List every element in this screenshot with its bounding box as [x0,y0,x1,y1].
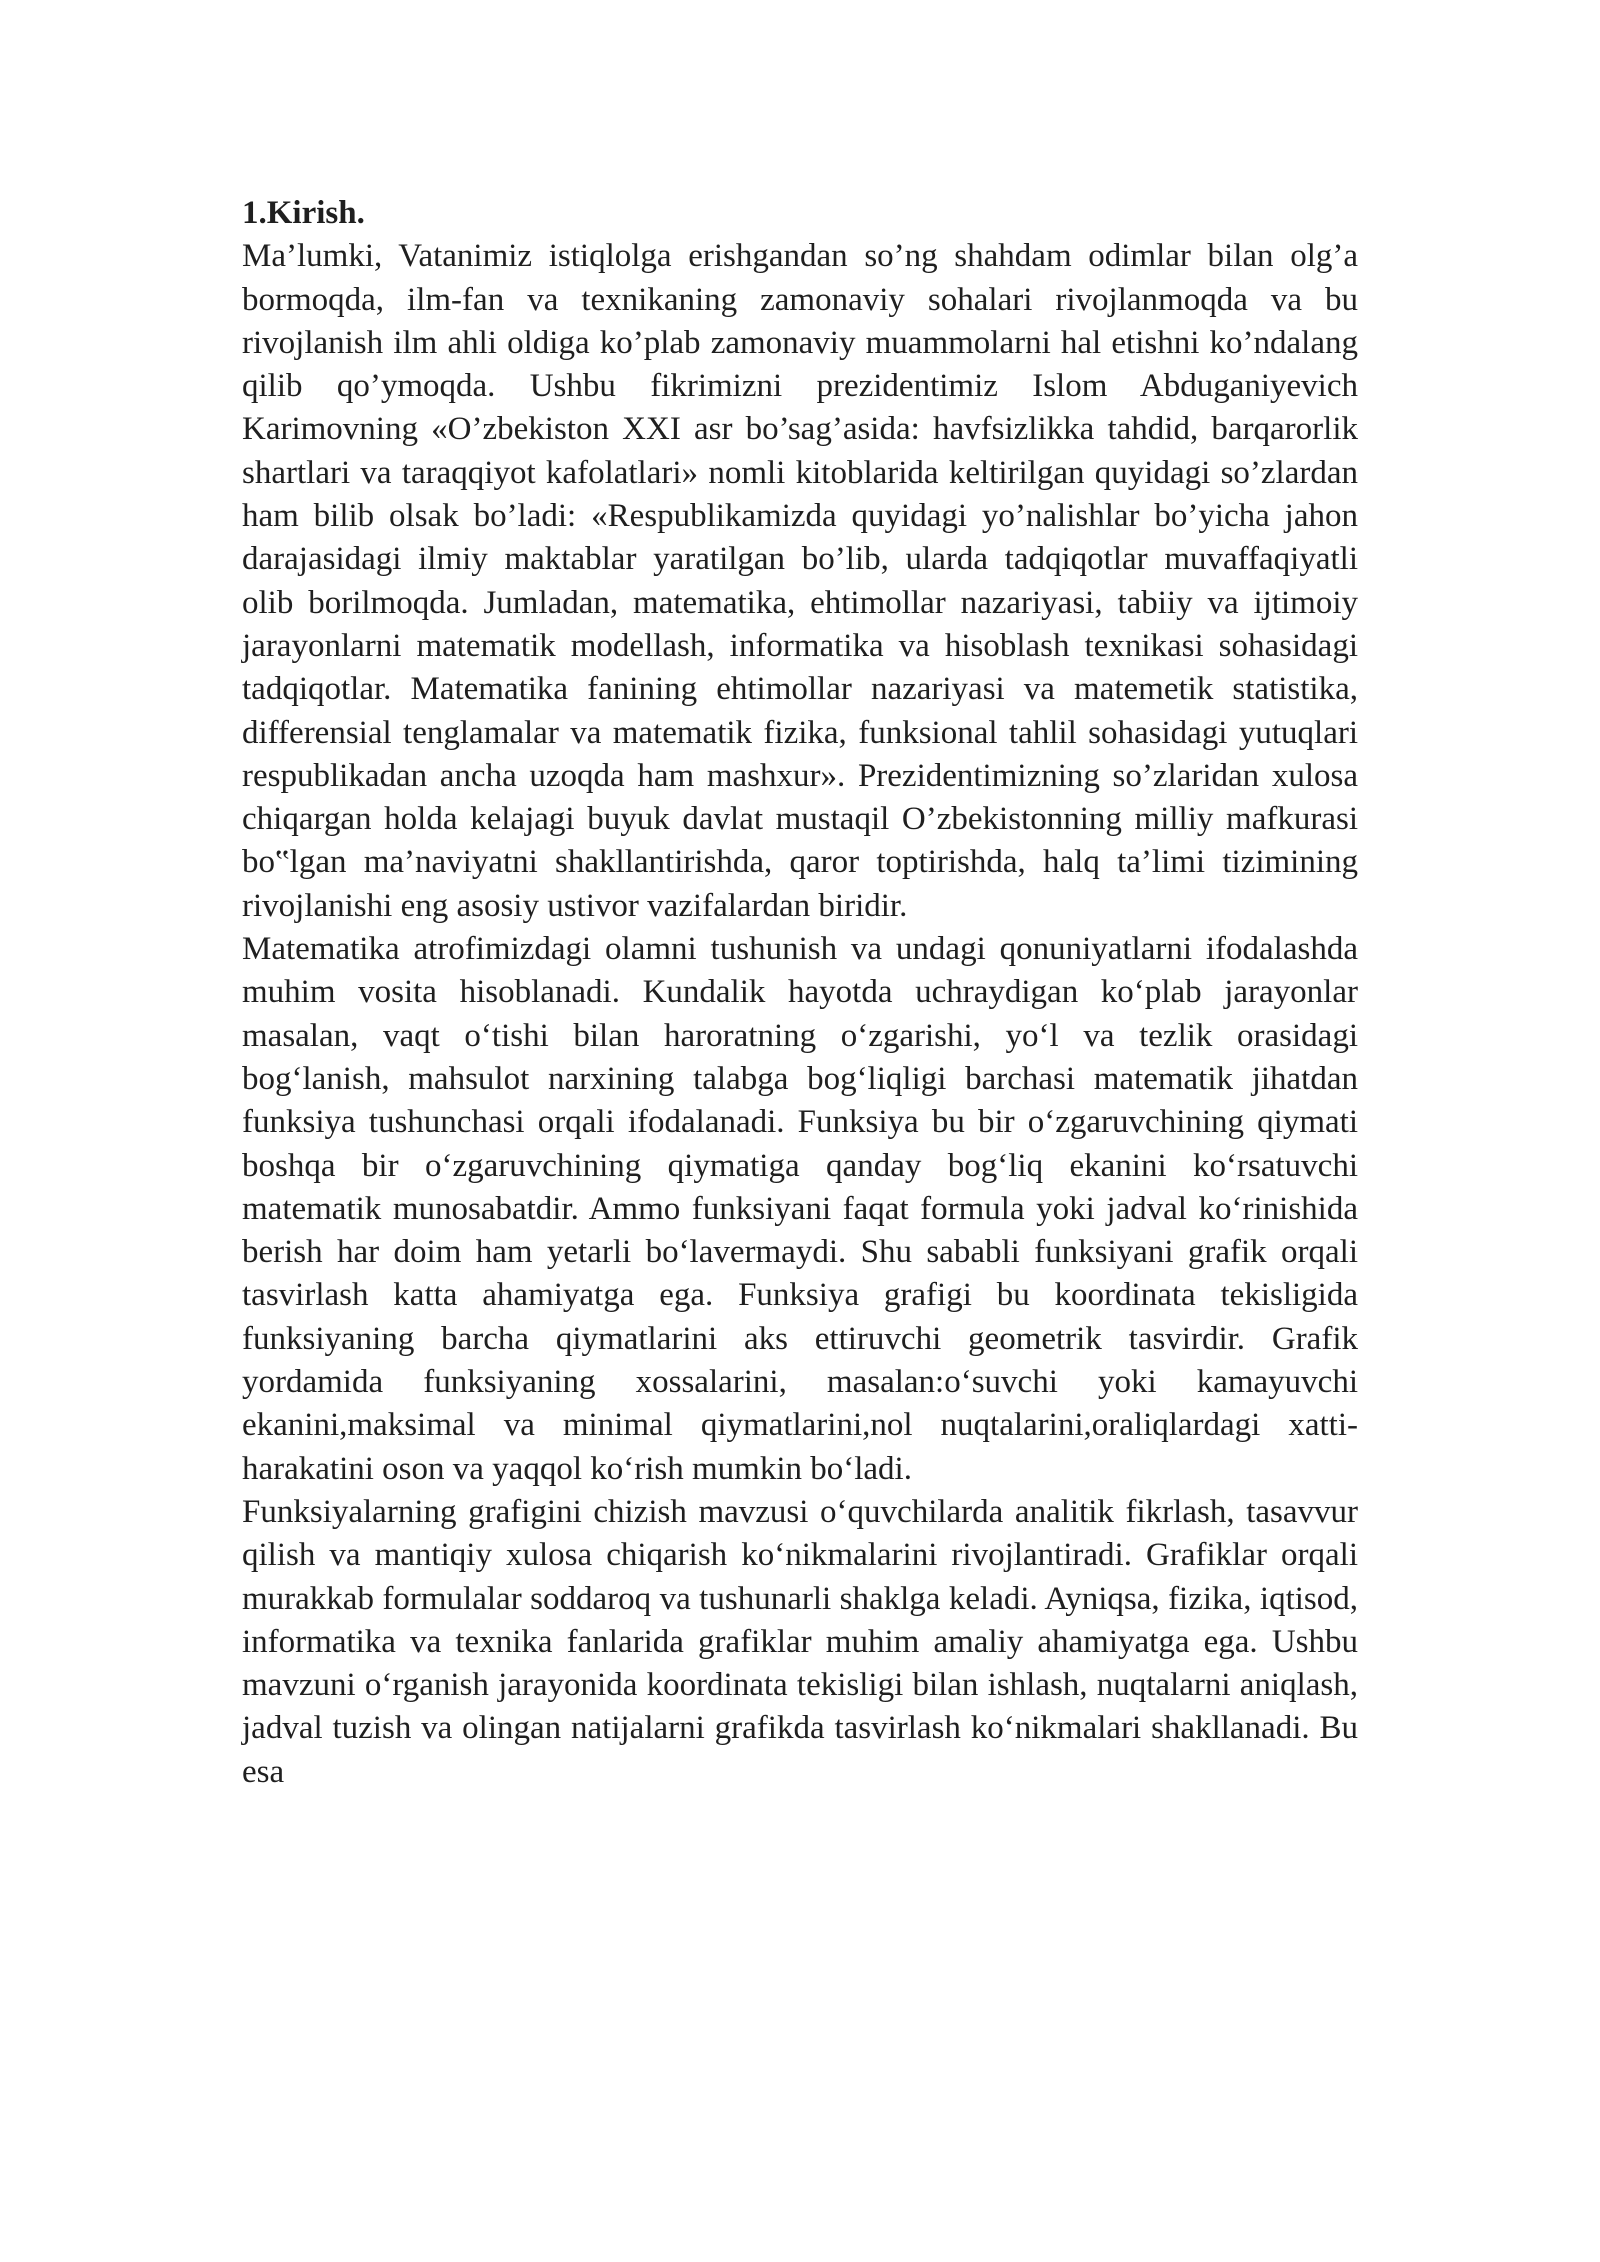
section-heading: 1.Kirish. [242,195,365,231]
paragraph-functions: Matematika atrofimizdagi olamni tushunish va undagi qonuniyatlarni ifodalashda muhim vosita hisoblanadi. Kundalik hayotda uchraydigan ko‘plab jarayonlar masalan, vaqt o‘tishi bilan haroratning o‘zgarishi, yo‘l va tezlik orasidagi bog‘lanish, mahsulot narxining talabga bog‘liqligi barchasi matematik jihatdan funksiya tushunchasi orqali ifodalanadi. Funksiya bu bir o‘zgaruvchining qiymati boshqa bir o‘zgaruvchining qiymatiga qanday bog‘liq ekanini ko‘rsatuvchi matematik munosabatdir. Ammo funksiyani faqat formula yoki jadval ko‘rinishida berish har doim ham yetarli bo‘lavermaydi. Shu sababli funksiyani grafik orqali tasvirlash katta ahamiyatga ega. Funksiya grafigi bu koordinata tekisligida funksiyaning barcha qiymatlarini aks ettiruvchi geometrik tasvirdir. Grafik yordamida funksiyaning xossalarini, masalan:o‘suvchi yoki kamayuvchi ekanini,maksimal va minimal qiymatlarini,nol nuqtalarini,oraliqlardagi xatti-harakatini oson va yaqqol ko‘rish mumkin bo‘ladi. [242,931,1358,1487]
document-page [242,192,1358,1794]
paragraph-intro: Ma’lumki, Vatanimiz istiqlolga erishgandan so’ng shahdam odimlar bilan olg’a bormoqda, ilm-fan va texnikaning zamonaviy sohalari rivojlanmoqda va bu rivojlanish ilm ahli oldiga ko’plab zamonaviy muammolarni hal etishni ko’ndalang qilib qo’ymoqda. Ushbu fikrimizni prezidentimiz Islom Abduganiyevich Karimovning «O’zbekiston XXI asr bo’sag’asida: havfsizlikka tahdid, barqarorlik shartlari va taraqqiyot kafolatlari» nomli kitoblarida keltirilgan quyidagi so’zlardan ham bilib olsak bo’ladi: «Respublikamizda quyidagi yo’nalishlar bo’yicha jahon darajasidagi ilmiy maktablar yaratilgan bo’lib, ularda tadqiqotlar muvaffaqiyatli olib borilmoqda. Jumladan, matematika, ehtimollar nazariyasi, tabiiy va ijtimoiy jarayonlarni matematik modellash, informatika va hisoblash texnikasi sohasidagi tadqiqotlar. Matematika fanining ehtimollar nazariyasi va matemetik statistika, differensial tenglamalar va matematik fizika, funksional tahlil sohasidagi yutuqlari respublikadan ancha uzoqda ham mashxur». Prezidentimizning so’zlaridan xulosa chiqargan holda kelajagi buyuk davlat mustaqil O’zbekistonning milliy mafkurasi bo‟lgan ma’naviyatni shakllantirishda, qaror toptirishda, halq ta’limi tizimining rivojlanishi eng asosiy ustivor vazifalardan biridir. [242,238,1358,924]
paragraph-graphs: Funksiyalarning grafigini chizish mavzusi o‘quvchilarda analitik fikrlash, tasavvur qilish va mantiqiy xulosa chiqarish ko‘nikmalarini rivojlantiradi. Grafiklar orqali murakkab formulalar soddaroq va tushunarli shaklga keladi. Ayniqsa, fizika, iqtisod, informatika va texnika fanlarida grafiklar muhim amaliy ahamiyatga ega. Ushbu mavzuni o‘rganish jarayonida koordinata tekisligi bilan ishlash, nuqtalarni aniqlash, jadval tuzish va olingan natijalarni grafikda tasvirlash ko‘nikmalari shakllanadi. Bu esa [242,1493,1358,1790]
